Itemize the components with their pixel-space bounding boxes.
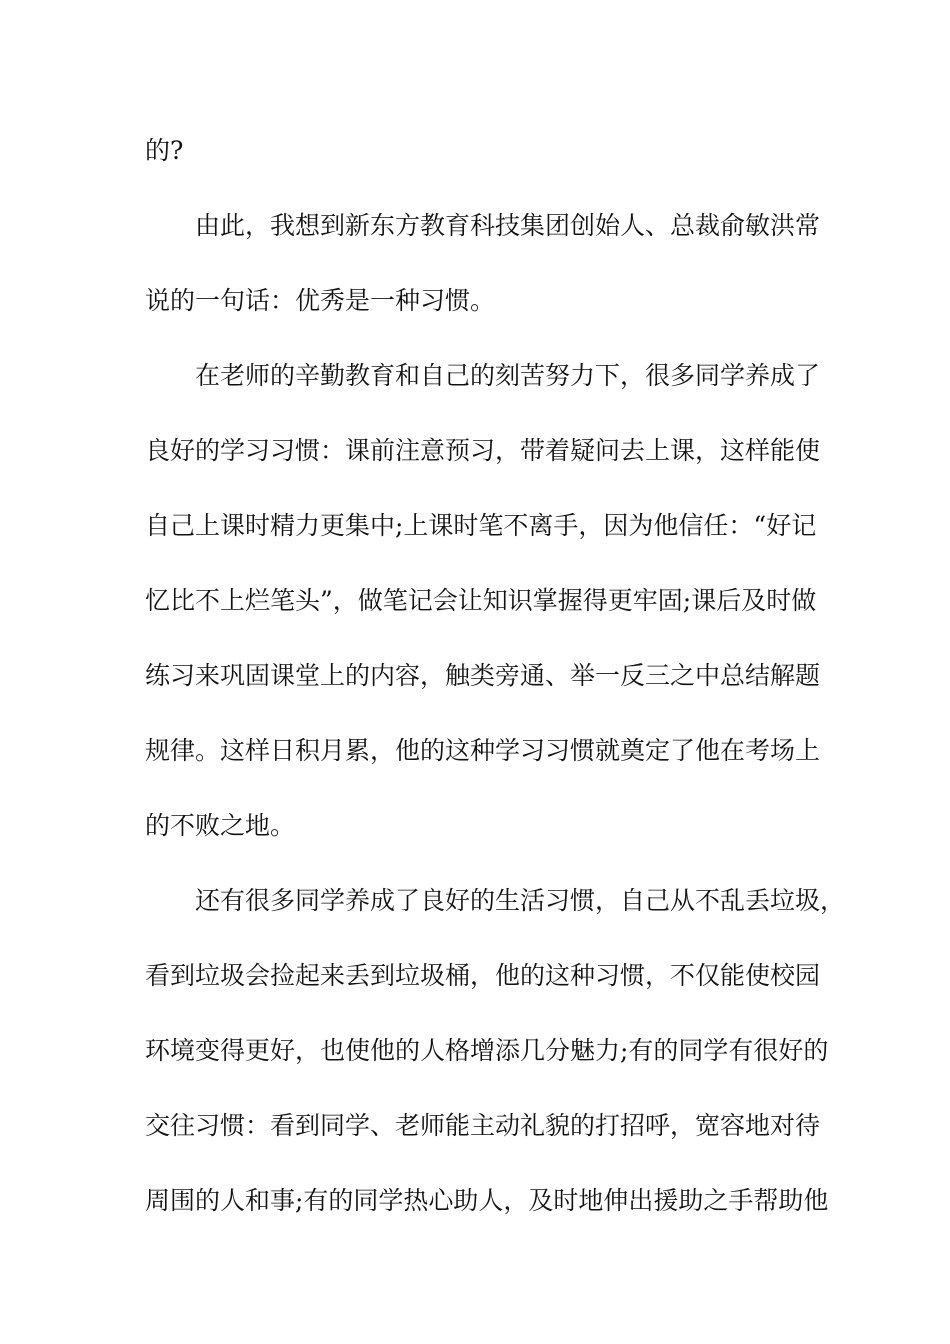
paragraph-start-line: 在老师的辛勤教育和自己的刻苦努力下，很多同学养成了 bbox=[195, 361, 821, 390]
text-line: 规律。这样日积月累，他的这种学习习惯就奠定了他在考场上 bbox=[145, 736, 821, 765]
text-line: 周围的人和事;有的同学热心助人，及时地伸出援助之手帮助他 bbox=[145, 1186, 829, 1215]
text-line: 交往习惯：看到同学、老师能主动礼貌的打招呼，宽容地对待 bbox=[145, 1111, 821, 1140]
paragraph-start-line: 还有很多同学养成了良好的生活习惯，自己从不乱丢垃圾， bbox=[195, 886, 846, 915]
text-line: 说的一句话：优秀是一种习惯。 bbox=[145, 286, 496, 315]
text-line: 练习来巩固课堂上的内容，触类旁通、举一反三之中总结解题 bbox=[145, 661, 821, 690]
paragraph-start-line: 由此，我想到新东方教育科技集团创始人、总裁俞敏洪常 bbox=[195, 211, 821, 240]
text-line: 的? bbox=[145, 136, 184, 165]
text-line: 看到垃圾会捡起来丢到垃圾桶，他的这种习惯，不仅能使校园 bbox=[145, 961, 821, 990]
text-line: 良好的学习习惯：课前注意预习，带着疑问去上课，这样能使 bbox=[145, 436, 821, 465]
text-line: 环境变得更好，也使他的人格增添几分魅力;有的同学有很好的 bbox=[145, 1036, 829, 1065]
text-line: 忆比不上烂笔头”，做笔记会让知识掌握得更牢固;课后及时做 bbox=[145, 586, 817, 615]
text-line: 自己上课时精力更集中;上课时笔不离手，因为他信任：“好记 bbox=[145, 511, 817, 540]
text-line: 的不败之地。 bbox=[145, 811, 296, 840]
